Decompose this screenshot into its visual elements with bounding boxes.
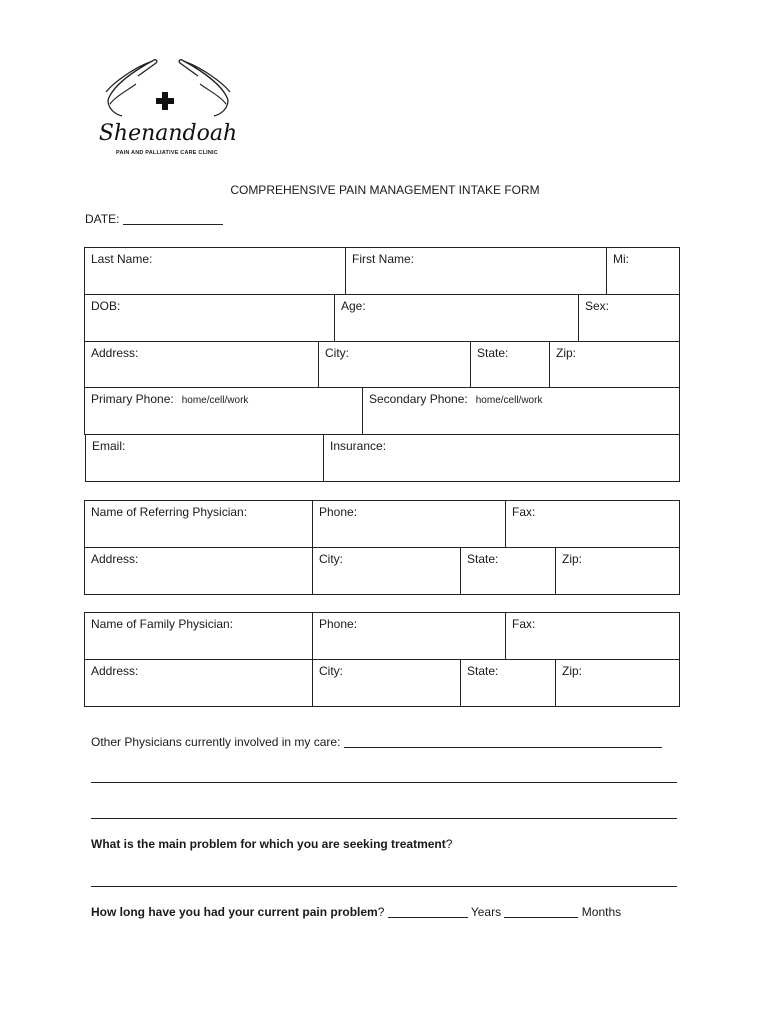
- address-cell[interactable]: [84, 341, 319, 388]
- address-label: Address:: [91, 346, 139, 360]
- other-physicians-line-2[interactable]: [91, 782, 677, 783]
- referring-state-cell[interactable]: [460, 547, 556, 595]
- years-label: Years: [470, 905, 502, 919]
- primary-phone-cell[interactable]: [84, 387, 363, 435]
- referring-address-label: Address:: [91, 552, 139, 566]
- first-name-cell[interactable]: [345, 247, 607, 295]
- date-underline: [123, 212, 223, 225]
- zip-label: Zip:: [556, 346, 577, 360]
- insurance-cell[interactable]: [323, 434, 680, 482]
- pain-duration-field[interactable]: [91, 905, 621, 919]
- referring-city-label: City:: [319, 552, 343, 566]
- clinic-logo: [98, 54, 238, 162]
- state-label: State:: [477, 346, 509, 360]
- state-cell[interactable]: [470, 341, 550, 388]
- family-name-cell[interactable]: [84, 612, 313, 660]
- other-physicians-label: Other Physicians currently involved in my care:: [91, 735, 341, 749]
- family-name-label: Name of Family Physician:: [91, 617, 234, 631]
- secondary-phone-hint: home/cell/work: [475, 395, 543, 406]
- age-cell[interactable]: [334, 294, 579, 342]
- family-city-cell[interactable]: [312, 659, 461, 707]
- main-problem-question: [91, 837, 452, 851]
- date-label: DATE:: [85, 212, 120, 226]
- email-label: Email:: [92, 439, 126, 453]
- secondary-phone-cell[interactable]: [362, 387, 680, 435]
- pain-duration-label: How long have you had your current pain problem: [91, 905, 378, 919]
- family-fax-label: Fax:: [512, 617, 536, 631]
- referring-zip-cell[interactable]: [555, 547, 680, 595]
- city-cell[interactable]: [318, 341, 471, 388]
- zip-cell[interactable]: [549, 341, 680, 388]
- other-physicians-underline: [344, 735, 662, 748]
- referring-name-label: Name of Referring Physician:: [91, 505, 248, 519]
- family-city-label: City:: [319, 664, 343, 678]
- hands-roof-logo-icon: [98, 54, 238, 162]
- referring-fax-cell[interactable]: [505, 500, 680, 548]
- pain-duration-qmark: ?: [377, 905, 385, 919]
- primary-phone-hint: home/cell/work: [181, 395, 249, 406]
- secondary-phone-label: Secondary Phone:: [369, 392, 468, 406]
- dob-cell[interactable]: [84, 294, 335, 342]
- mi-cell[interactable]: [606, 247, 680, 295]
- family-phone-label: Phone:: [319, 617, 358, 631]
- referring-city-cell[interactable]: [312, 547, 461, 595]
- insurance-label: Insurance:: [330, 439, 387, 453]
- referring-phone-cell[interactable]: [312, 500, 506, 548]
- family-zip-cell[interactable]: [555, 659, 680, 707]
- last-name-cell[interactable]: [84, 247, 346, 295]
- form-title: COMPREHENSIVE PAIN MANAGEMENT INTAKE FORM: [230, 183, 540, 197]
- family-state-cell[interactable]: [460, 659, 556, 707]
- svg-text:Shenandoah: Shenandoah: [98, 121, 238, 146]
- email-cell[interactable]: [85, 434, 324, 482]
- years-input-line[interactable]: [388, 905, 468, 918]
- age-label: Age:: [341, 299, 366, 313]
- main-problem-label: What is the main problem for which you are seeking treatment: [91, 837, 446, 851]
- main-problem-answer-line[interactable]: [91, 886, 677, 887]
- first-name-label: First Name:: [352, 252, 415, 266]
- sex-cell[interactable]: [578, 294, 680, 342]
- logo-subtitle: PAIN AND PALLIATIVE CARE CLINIC: [116, 150, 218, 156]
- mi-label: Mi:: [613, 252, 629, 266]
- family-phone-cell[interactable]: [312, 612, 506, 660]
- referring-name-cell[interactable]: [84, 500, 313, 548]
- other-physicians-field[interactable]: [91, 735, 662, 749]
- primary-phone-label: Primary Phone:: [91, 392, 174, 406]
- date-field[interactable]: [85, 212, 223, 226]
- referring-fax-label: Fax:: [512, 505, 536, 519]
- family-address-cell[interactable]: [84, 659, 313, 707]
- family-address-label: Address:: [91, 664, 139, 678]
- referring-address-cell[interactable]: [84, 547, 313, 595]
- months-input-line[interactable]: [504, 905, 578, 918]
- sex-label: Sex:: [585, 299, 610, 313]
- referring-state-label: State:: [467, 552, 499, 566]
- dob-label: DOB:: [91, 299, 121, 313]
- family-state-label: State:: [467, 664, 499, 678]
- last-name-label: Last Name:: [91, 252, 153, 266]
- referring-zip-label: Zip:: [562, 552, 583, 566]
- other-physicians-line-3[interactable]: [91, 818, 677, 819]
- city-label: City:: [325, 346, 349, 360]
- family-fax-cell[interactable]: [505, 612, 680, 660]
- main-problem-qmark: ?: [445, 837, 453, 851]
- referring-phone-label: Phone:: [319, 505, 358, 519]
- months-label: Months: [581, 905, 622, 919]
- family-zip-label: Zip:: [562, 664, 583, 678]
